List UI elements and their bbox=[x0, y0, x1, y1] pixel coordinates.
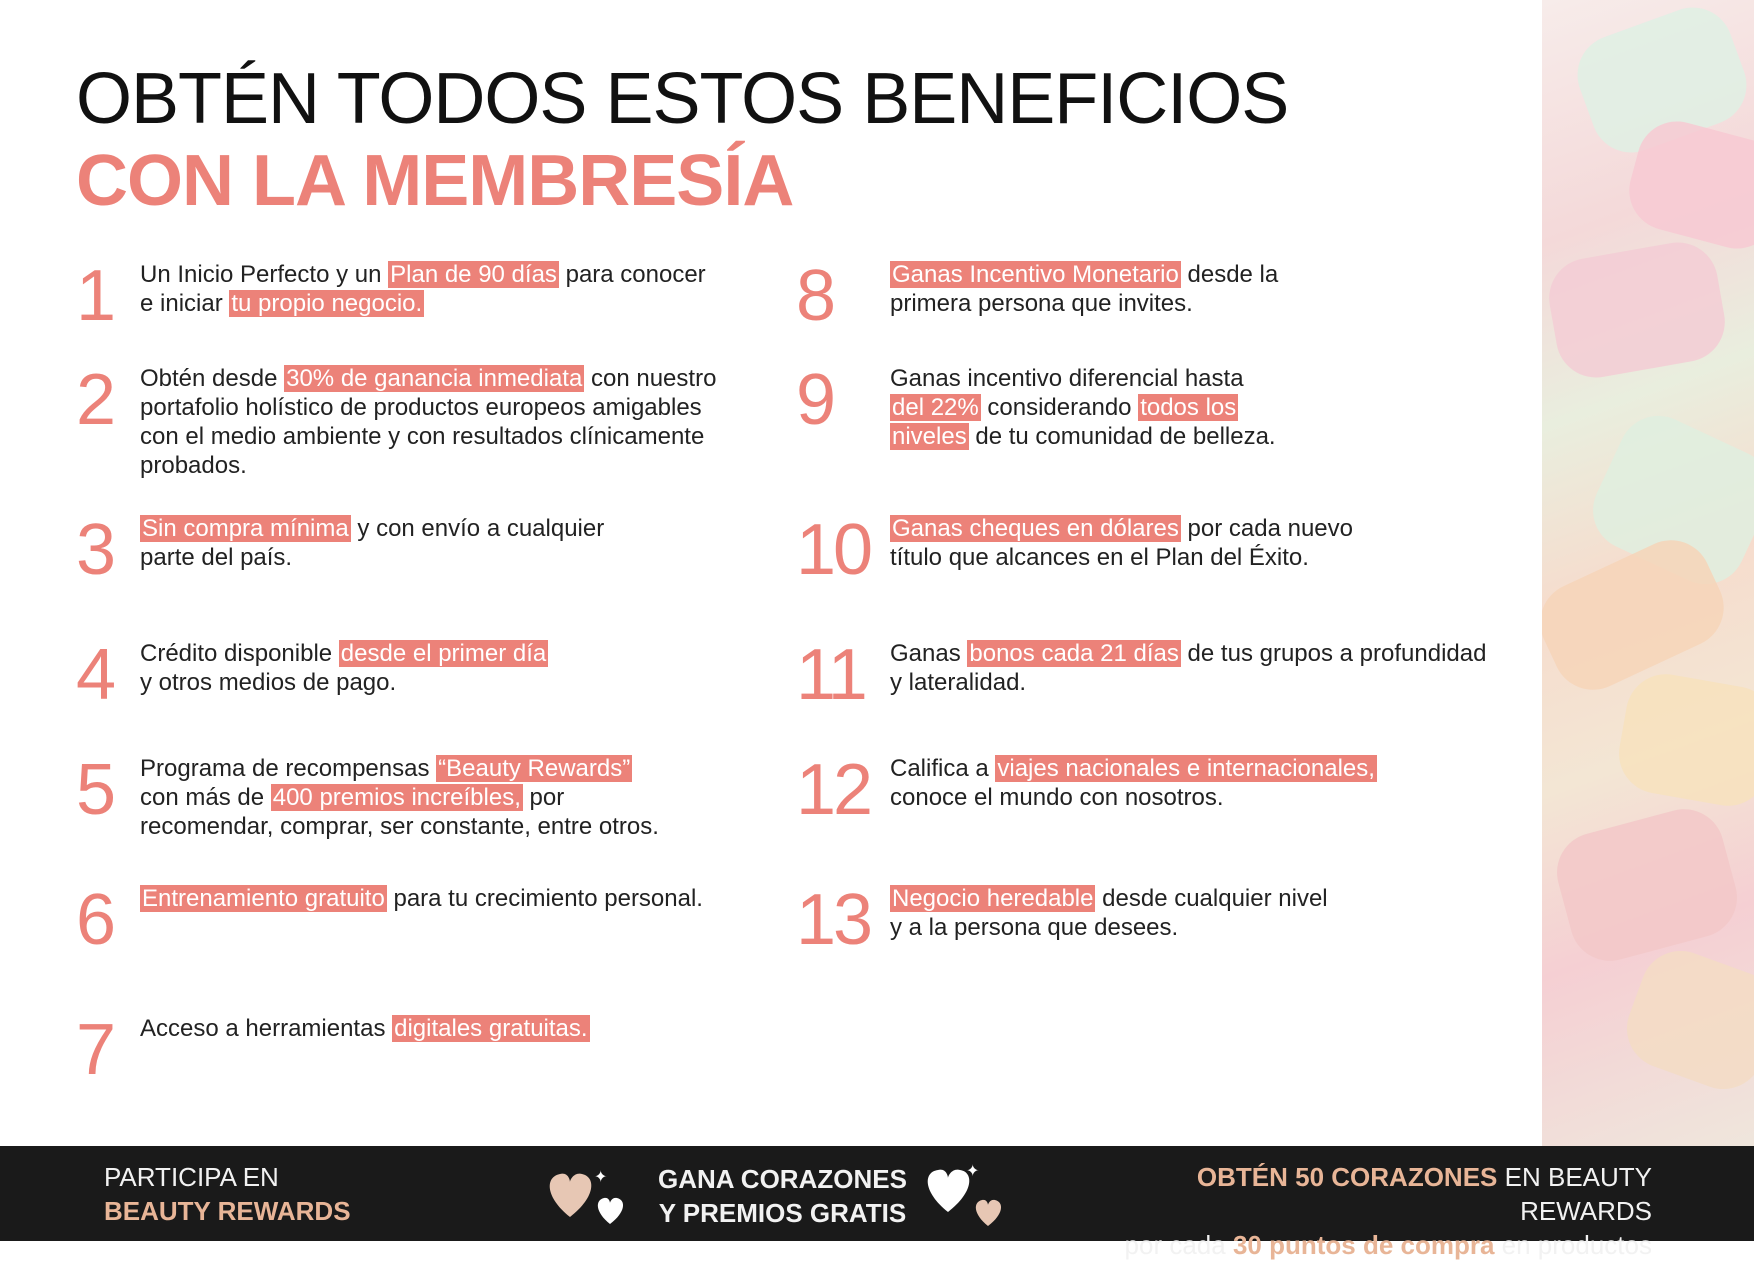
benefit-text-part: de tu comunidad de belleza. bbox=[968, 423, 1276, 450]
benefit-text-part: probados. bbox=[140, 452, 247, 479]
benefit-highlight: Negocio heredable bbox=[892, 885, 1094, 912]
benefit-text bbox=[140, 364, 740, 480]
benefit-text-part: con nuestro bbox=[584, 365, 717, 392]
benefit-number: 8 bbox=[796, 256, 834, 336]
benefit-text-part: para conocer bbox=[558, 261, 706, 288]
benefit-number: 11 bbox=[796, 635, 865, 715]
benefit-number: 6 bbox=[76, 880, 114, 960]
benefit-text-part: Ganas bbox=[890, 640, 968, 667]
obten-rest: EN BEAUTY REWARDS bbox=[1497, 1162, 1652, 1226]
benefit-number: 2 bbox=[76, 360, 114, 440]
benefit-highlight: del 22% bbox=[892, 394, 979, 421]
benefit-text bbox=[890, 639, 1510, 697]
benefit-text bbox=[890, 364, 1510, 451]
benefit-text-part: parte del país. bbox=[140, 544, 293, 571]
benefit-text-part: desde cualquier nivel bbox=[1095, 885, 1328, 912]
benefit-text-part: Obtén desde bbox=[140, 365, 285, 392]
benefit-text bbox=[890, 754, 1510, 812]
svg-text:✦: ✦ bbox=[966, 1163, 980, 1180]
benefit-number: 13 bbox=[796, 880, 871, 960]
benefit-text-part: por bbox=[522, 784, 565, 811]
benefit-number: 10 bbox=[796, 510, 871, 590]
benefit-text bbox=[140, 260, 740, 318]
benefit-text-part: conoce el mundo con nosotros. bbox=[890, 784, 1224, 811]
gana-line-2: Y PREMIOS GRATIS bbox=[658, 1198, 907, 1228]
benefit-highlight: tu propio negocio. bbox=[231, 290, 423, 317]
benefit-text-part: considerando bbox=[980, 394, 1139, 421]
benefit-number: 3 bbox=[76, 510, 114, 590]
benefit-highlight: Ganas Incentivo Monetario bbox=[892, 261, 1179, 288]
obten-highlight: OBTÉN 50 CORAZONES bbox=[1196, 1162, 1498, 1192]
benefit-text-part: con el medio ambiente y con resultados clínicamente bbox=[140, 423, 705, 450]
benefit-highlight: Plan de 90 días bbox=[390, 261, 557, 288]
benefit-highlight: 400 premios increíbles, bbox=[272, 784, 521, 811]
benefit-number: 5 bbox=[76, 750, 114, 830]
benefit-text-part: portafolio holístico de productos europeos amigables bbox=[140, 394, 702, 421]
benefit-highlight: desde el primer día bbox=[340, 640, 547, 667]
benefit-text-part: Programa de recompensas bbox=[140, 755, 437, 782]
participa-line-1: PARTICIPA EN bbox=[104, 1162, 279, 1192]
benefit-text-part: Un Inicio Perfecto y un bbox=[140, 261, 389, 288]
benefit-text-part: por cada nuevo bbox=[1180, 515, 1353, 542]
benefit-highlight: 30% de ganancia inmediata bbox=[286, 365, 583, 392]
benefit-number: 12 bbox=[796, 750, 871, 830]
benefit-text-part: y con envío a cualquier bbox=[350, 515, 605, 542]
benefit-highlight: digitales gratuitas. bbox=[394, 1015, 588, 1042]
hearts-icon bbox=[540, 1162, 640, 1232]
benefit-text-part: título que alcances en el Plan del Éxito. bbox=[890, 544, 1309, 571]
benefit-number: 1 bbox=[76, 256, 114, 336]
benefit-number: 7 bbox=[76, 1010, 114, 1090]
benefit-text-part: para tu crecimiento personal. bbox=[386, 885, 703, 912]
benefit-text bbox=[140, 514, 740, 572]
benefit-highlight: niveles bbox=[892, 423, 967, 450]
obten-block bbox=[1116, 1160, 1652, 1262]
benefit-text-part: y lateralidad. bbox=[890, 669, 1027, 696]
footer-banner bbox=[0, 1146, 1754, 1260]
benefit-text bbox=[140, 754, 740, 841]
benefit-text-part: e iniciar bbox=[140, 290, 230, 317]
gana-line-1: GANA CORAZONES bbox=[658, 1164, 907, 1194]
benefit-highlight: Entrenamiento gratuito bbox=[142, 885, 385, 912]
benefit-text-part: Ganas incentivo diferencial hasta bbox=[890, 365, 1244, 392]
benefit-text bbox=[140, 884, 740, 913]
benefit-text-part: y otros medios de pago. bbox=[140, 669, 397, 696]
benefit-text-part: Crédito disponible bbox=[140, 640, 339, 667]
benefit-highlight: “Beauty Rewards” bbox=[438, 755, 631, 782]
participa-line-2: BEAUTY REWARDS bbox=[104, 1196, 351, 1226]
marshmallow-photo bbox=[1542, 0, 1754, 1146]
benefit-text bbox=[890, 260, 1510, 318]
por-highlight: 30 puntos de compra bbox=[1232, 1230, 1495, 1260]
benefit-highlight: bonos cada 21 días bbox=[969, 640, 1179, 667]
benefit-text-part: de tus grupos a profundidad bbox=[1180, 640, 1487, 667]
benefit-text bbox=[890, 884, 1510, 942]
benefit-highlight: viajes nacionales e internacionales, bbox=[997, 755, 1375, 782]
benefit-number: 4 bbox=[76, 635, 114, 715]
benefit-text-part: primera persona que invites. bbox=[890, 290, 1193, 317]
gana-block bbox=[658, 1162, 907, 1230]
title-line-1: OBTÉN TODOS ESTOS BENEFICIOS bbox=[76, 59, 1289, 139]
benefit-text-part: Califica a bbox=[890, 755, 996, 782]
benefit-text bbox=[890, 514, 1510, 572]
por-a: por cada bbox=[1124, 1230, 1233, 1260]
benefit-highlight: Ganas cheques en dólares bbox=[892, 515, 1179, 542]
benefit-number: 9 bbox=[796, 360, 834, 440]
participa-block bbox=[104, 1160, 351, 1228]
title-line-2: CON LA MEMBRESÍA bbox=[76, 141, 794, 221]
benefit-text-part: y a la persona que desees. bbox=[890, 914, 1179, 941]
benefit-text bbox=[140, 1014, 740, 1043]
benefit-text-part: Acceso a herramientas bbox=[140, 1015, 393, 1042]
benefit-text-part: desde la bbox=[1180, 261, 1279, 288]
por-c: en productos bbox=[1494, 1230, 1652, 1260]
benefit-highlight: todos los bbox=[1140, 394, 1237, 421]
benefit-text-part: recomendar, comprar, ser constante, entre otros. bbox=[140, 813, 659, 840]
svg-text:✦: ✦ bbox=[594, 1169, 608, 1186]
benefit-text-part: con más de bbox=[140, 784, 271, 811]
hearts-icon-2 bbox=[918, 1162, 1018, 1232]
benefit-text bbox=[140, 639, 740, 697]
benefit-highlight: Sin compra mínima bbox=[142, 515, 349, 542]
